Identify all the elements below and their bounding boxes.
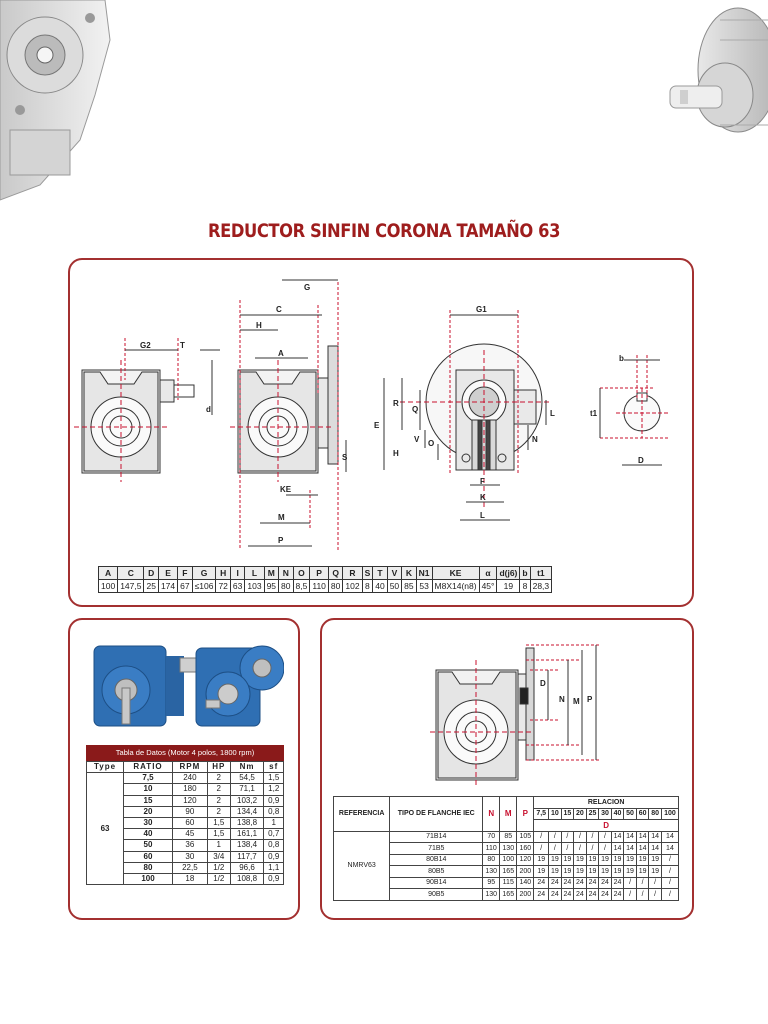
relation-header-cell: 80 bbox=[649, 808, 662, 820]
dim-header-cell: F bbox=[178, 567, 192, 580]
flange-cell: 130 bbox=[483, 889, 500, 901]
motor-header-cell: sf bbox=[264, 762, 284, 773]
dim-header-cell: O bbox=[293, 567, 310, 580]
flange-cell: 19 bbox=[534, 866, 549, 878]
flange-cell: / bbox=[586, 831, 599, 843]
flange-row bbox=[334, 831, 679, 843]
motor-header-cell: Type bbox=[87, 762, 124, 773]
flange-cell: / bbox=[561, 843, 574, 855]
motor-data-cell: 71,1 bbox=[230, 784, 264, 795]
flange-cell: 24 bbox=[534, 877, 549, 889]
motor-data-cell: 0,9 bbox=[264, 795, 284, 806]
dim-value-cell: 110 bbox=[310, 580, 329, 593]
flange-cell: 14 bbox=[611, 831, 624, 843]
relation-header-cell: 25 bbox=[586, 808, 599, 820]
header-relacion: RELACION bbox=[534, 797, 679, 809]
flange-cell: 24 bbox=[561, 877, 574, 889]
label-h-section: H bbox=[393, 449, 399, 458]
flange-cell: 165 bbox=[500, 889, 517, 901]
label-t: T bbox=[180, 341, 185, 350]
flange-cell: 71B14 bbox=[390, 831, 483, 843]
flange-cell: / bbox=[586, 843, 599, 855]
motor-data-cell: 18 bbox=[172, 873, 207, 884]
dim-header-cell: G bbox=[192, 567, 216, 580]
motor-data-cell: 0,9 bbox=[264, 851, 284, 862]
flange-cell: 70 bbox=[483, 831, 500, 843]
dim-value-cell: 8,5 bbox=[293, 580, 310, 593]
flange-cell: 19 bbox=[574, 854, 587, 866]
motor-data-cell: 60 bbox=[172, 817, 207, 828]
label-c: C bbox=[276, 305, 282, 314]
motor-data-cell: 117,7 bbox=[230, 851, 264, 862]
flange-cell: 130 bbox=[500, 843, 517, 855]
dim-value-cell: ≤106 bbox=[192, 580, 216, 593]
motor-data-cell: 100 bbox=[124, 873, 173, 884]
flange-cell: 200 bbox=[517, 866, 534, 878]
dim-header-cell: N1 bbox=[416, 567, 432, 580]
dim-value-cell: 8 bbox=[520, 580, 530, 593]
motor-data-cell: 22,5 bbox=[172, 862, 207, 873]
dim-value-cell: 67 bbox=[178, 580, 192, 593]
label-l-vertical: L bbox=[550, 409, 555, 418]
motor-data-cell: 1 bbox=[207, 840, 230, 851]
motor-data-cell: 36 bbox=[172, 840, 207, 851]
relation-header-cell: 40 bbox=[611, 808, 624, 820]
label-n: N bbox=[532, 435, 538, 444]
electric-motor-photo-right bbox=[660, 0, 768, 150]
flange-cell: 19 bbox=[534, 854, 549, 866]
dim-header-cell: KE bbox=[432, 567, 479, 580]
dim-value-cell: 53 bbox=[416, 580, 432, 593]
flange-cell: 85 bbox=[500, 831, 517, 843]
flange-cell: 80B14 bbox=[390, 854, 483, 866]
flange-cell: 24 bbox=[586, 889, 599, 901]
flange-cell: 80 bbox=[483, 854, 500, 866]
label-q: Q bbox=[412, 405, 419, 414]
flange-cell: 200 bbox=[517, 889, 534, 901]
flange-cell: / bbox=[661, 866, 678, 878]
flange-cell: 14 bbox=[624, 831, 637, 843]
motor-data-cell: 40 bbox=[124, 829, 173, 840]
flange-drawing bbox=[430, 640, 620, 790]
flange-cell: 19 bbox=[599, 854, 612, 866]
motor-data-cell: 90 bbox=[172, 806, 207, 817]
flange-cell: 19 bbox=[561, 854, 574, 866]
motor-data-cell: 30 bbox=[124, 817, 173, 828]
flange-table bbox=[333, 796, 679, 901]
relation-header-cell: 100 bbox=[661, 808, 678, 820]
dim-value-cell: 28,3 bbox=[530, 580, 552, 593]
flange-cell: 160 bbox=[517, 843, 534, 855]
motor-data-cell: 7,5 bbox=[124, 773, 173, 784]
flange-cell: 24 bbox=[611, 877, 624, 889]
dim-header-cell: T bbox=[373, 567, 387, 580]
relation-header-cell: 15 bbox=[561, 808, 574, 820]
motor-type-cell: 63 bbox=[87, 773, 124, 885]
motor-data-cell: 15 bbox=[124, 795, 173, 806]
flange-cell: 14 bbox=[624, 843, 637, 855]
header-tipo-flanche: TIPO DE FLANCHE IEC bbox=[390, 797, 483, 832]
motor-data-row bbox=[87, 773, 284, 784]
flange-cell: 110 bbox=[483, 843, 500, 855]
motor-data-cell: 2 bbox=[207, 773, 230, 784]
flange-label-p: P bbox=[587, 695, 593, 704]
motor-data-cell: 138,8 bbox=[230, 817, 264, 828]
dim-header-cell: C bbox=[118, 567, 144, 580]
label-o: O bbox=[428, 439, 435, 448]
dim-value-cell: 102 bbox=[343, 580, 362, 593]
flange-cell: 19 bbox=[574, 866, 587, 878]
flange-cell: 14 bbox=[649, 843, 662, 855]
flange-cell: / bbox=[561, 831, 574, 843]
label-m: M bbox=[278, 513, 285, 522]
referencia-cell: NMRV63 bbox=[334, 831, 390, 900]
flange-cell: / bbox=[549, 831, 562, 843]
motor-data-cell: 108,8 bbox=[230, 873, 264, 884]
label-d-bore: D bbox=[638, 456, 644, 465]
motor-data-cell: 10 bbox=[124, 784, 173, 795]
flange-cell: 120 bbox=[517, 854, 534, 866]
flange-cell: 165 bbox=[500, 866, 517, 878]
label-g2: G2 bbox=[140, 341, 151, 350]
header-d: D bbox=[534, 820, 679, 832]
dim-value-cell: 147,5 bbox=[118, 580, 144, 593]
dim-header-cell: A bbox=[99, 567, 118, 580]
label-b: b bbox=[619, 354, 624, 363]
motor-data-cell: 161,1 bbox=[230, 829, 264, 840]
flange-cell: 19 bbox=[636, 866, 649, 878]
flange-cell: / bbox=[661, 877, 678, 889]
header-referencia: REFERENCIA bbox=[334, 797, 390, 832]
header-n: N bbox=[483, 797, 500, 832]
dim-header-cell: M bbox=[264, 567, 278, 580]
motor-data-cell: 2 bbox=[207, 795, 230, 806]
flange-cell: 24 bbox=[561, 889, 574, 901]
technical-drawings bbox=[70, 260, 692, 565]
header-m: M bbox=[500, 797, 517, 832]
motor-data-table-wrap bbox=[86, 745, 284, 885]
flange-cell: / bbox=[649, 877, 662, 889]
motor-data-cell: 2 bbox=[207, 806, 230, 817]
dim-header-cell: I bbox=[230, 567, 244, 580]
motor-data-cell: 30 bbox=[172, 851, 207, 862]
label-v: V bbox=[414, 435, 420, 444]
dim-value-cell: 50 bbox=[387, 580, 401, 593]
dim-header-cell: S bbox=[362, 567, 373, 580]
dim-header-cell: H bbox=[216, 567, 230, 580]
flange-cell: / bbox=[534, 843, 549, 855]
motor-data-cell: 3/4 bbox=[207, 851, 230, 862]
label-e: E bbox=[374, 421, 380, 430]
flange-cell: 24 bbox=[599, 889, 612, 901]
dim-header-cell: Q bbox=[328, 567, 342, 580]
motor-data-cell: 240 bbox=[172, 773, 207, 784]
dim-header-cell: t1 bbox=[530, 567, 552, 580]
label-h-front: H bbox=[256, 321, 262, 330]
flange-cell: 105 bbox=[517, 831, 534, 843]
gear-reducer-photo-left bbox=[0, 0, 120, 205]
dim-value-cell: 19 bbox=[497, 580, 520, 593]
dim-header-cell: L bbox=[245, 567, 264, 580]
motor-data-cell: 1,5 bbox=[207, 829, 230, 840]
motor-data-cell: 20 bbox=[124, 806, 173, 817]
flange-cell: 130 bbox=[483, 866, 500, 878]
flange-cell: / bbox=[599, 831, 612, 843]
flange-cell: / bbox=[661, 889, 678, 901]
section-view-drawing bbox=[384, 310, 550, 520]
label-a: A bbox=[278, 349, 284, 358]
dim-value-cell: 174 bbox=[158, 580, 177, 593]
motor-data-cell: 0,7 bbox=[264, 829, 284, 840]
relation-header-cell: 30 bbox=[599, 808, 612, 820]
dim-value-cell: 40 bbox=[373, 580, 387, 593]
label-ke: KE bbox=[280, 485, 292, 494]
motor-data-cell: 60 bbox=[124, 851, 173, 862]
flange-cell: 14 bbox=[661, 843, 678, 855]
flange-cell: 24 bbox=[574, 889, 587, 901]
header-p: P bbox=[517, 797, 534, 832]
flange-cell: 14 bbox=[636, 831, 649, 843]
relation-header-cell: 60 bbox=[636, 808, 649, 820]
flange-cell: 19 bbox=[649, 866, 662, 878]
motor-data-cell: 1,1 bbox=[264, 862, 284, 873]
dim-header-cell: P bbox=[310, 567, 329, 580]
flange-cell: 19 bbox=[561, 866, 574, 878]
dim-value-cell: 100 bbox=[99, 580, 118, 593]
flange-label-d: D bbox=[540, 679, 546, 688]
flange-cell: 24 bbox=[611, 889, 624, 901]
flange-cell: / bbox=[599, 843, 612, 855]
flange-cell: / bbox=[574, 843, 587, 855]
flange-cell: 14 bbox=[661, 831, 678, 843]
label-l: L bbox=[480, 511, 485, 520]
flange-cell: / bbox=[636, 889, 649, 901]
flange-cell: 80B5 bbox=[390, 866, 483, 878]
page-title: REDUCTOR SINFIN CORONA TAMAÑO 63 bbox=[207, 220, 561, 242]
flange-cell: / bbox=[624, 877, 637, 889]
dim-header-cell: D bbox=[144, 567, 158, 580]
label-f: F bbox=[480, 477, 485, 486]
dim-value-cell: 85 bbox=[402, 580, 416, 593]
flange-cell: / bbox=[574, 831, 587, 843]
motor-data-cell: 2 bbox=[207, 784, 230, 795]
flange-cell: 24 bbox=[586, 877, 599, 889]
dim-header-cell: d(j6) bbox=[497, 567, 520, 580]
flange-cell: 19 bbox=[586, 854, 599, 866]
flange-cell: 115 bbox=[500, 877, 517, 889]
label-g1: G1 bbox=[476, 305, 487, 314]
flange-cell: 19 bbox=[611, 866, 624, 878]
dim-value-cell: M8X14(n8) bbox=[432, 580, 479, 593]
dim-header-cell: N bbox=[279, 567, 293, 580]
flange-cell: 19 bbox=[586, 866, 599, 878]
dimension-table bbox=[98, 566, 552, 593]
motor-header-cell: HP bbox=[207, 762, 230, 773]
motor-data-cell: 0,8 bbox=[264, 840, 284, 851]
motor-data-cell: 0,9 bbox=[264, 873, 284, 884]
motor-data-cell: 1/2 bbox=[207, 873, 230, 884]
flange-cell: / bbox=[534, 831, 549, 843]
flange-cell: 71B5 bbox=[390, 843, 483, 855]
motor-data-cell: 1,5 bbox=[264, 773, 284, 784]
label-s: S bbox=[342, 453, 348, 462]
label-p: P bbox=[278, 536, 284, 545]
label-g: G bbox=[304, 283, 311, 292]
motor-data-cell: 45 bbox=[172, 829, 207, 840]
relation-header-cell: 50 bbox=[624, 808, 637, 820]
flange-cell: 19 bbox=[624, 866, 637, 878]
motor-data-cell: 120 bbox=[172, 795, 207, 806]
dim-header-cell: R bbox=[343, 567, 362, 580]
flange-cell: 19 bbox=[636, 854, 649, 866]
label-d: d bbox=[206, 405, 211, 414]
flange-cell: 19 bbox=[649, 854, 662, 866]
flange-cell: 100 bbox=[500, 854, 517, 866]
flange-cell: 24 bbox=[599, 877, 612, 889]
dim-value-cell: 80 bbox=[328, 580, 342, 593]
flange-cell: 19 bbox=[549, 854, 562, 866]
motor-header-cell: Nm bbox=[230, 762, 264, 773]
motor-data-cell: 50 bbox=[124, 840, 173, 851]
dim-value-cell: 63 bbox=[230, 580, 244, 593]
dim-header-cell: α bbox=[479, 567, 497, 580]
dim-header-cell: E bbox=[158, 567, 177, 580]
dim-value-cell: 8 bbox=[362, 580, 373, 593]
flange-cell: 14 bbox=[649, 831, 662, 843]
flange-cell: / bbox=[661, 854, 678, 866]
dim-value-cell: 103 bbox=[245, 580, 264, 593]
flange-cell: 90B5 bbox=[390, 889, 483, 901]
shaft-section-drawing bbox=[600, 355, 670, 465]
front-view-drawing bbox=[230, 280, 346, 550]
flange-cell: 90B14 bbox=[390, 877, 483, 889]
motor-data-cell: 1/2 bbox=[207, 862, 230, 873]
flange-cell: 24 bbox=[574, 877, 587, 889]
dim-value-cell: 45° bbox=[479, 580, 497, 593]
motor-data-cell: 0,8 bbox=[264, 806, 284, 817]
flange-cell: / bbox=[624, 889, 637, 901]
product-photo bbox=[86, 632, 284, 740]
flange-cell: 24 bbox=[549, 889, 562, 901]
motor-data-cell: 1,2 bbox=[264, 784, 284, 795]
flange-cell: / bbox=[549, 843, 562, 855]
flange-cell: 19 bbox=[624, 854, 637, 866]
flange-cell: 14 bbox=[636, 843, 649, 855]
flange-cell: 19 bbox=[611, 854, 624, 866]
motor-data-caption: Tabla de Datos (Motor 4 polos, 1800 rpm) bbox=[86, 745, 284, 761]
dim-header-cell: K bbox=[402, 567, 416, 580]
motor-data-cell: 180 bbox=[172, 784, 207, 795]
label-t1: t1 bbox=[590, 409, 598, 418]
relation-header-cell: 7,5 bbox=[534, 808, 549, 820]
motor-data-cell: 1,5 bbox=[207, 817, 230, 828]
flange-cell: 24 bbox=[534, 889, 549, 901]
dim-value-cell: 25 bbox=[144, 580, 158, 593]
dim-value-cell: 95 bbox=[264, 580, 278, 593]
flange-cell: 14 bbox=[611, 843, 624, 855]
flange-cell: 140 bbox=[517, 877, 534, 889]
flange-cell: 95 bbox=[483, 877, 500, 889]
motor-data-cell: 54,5 bbox=[230, 773, 264, 784]
flange-label-m: M bbox=[573, 697, 580, 706]
motor-data-cell: 1 bbox=[264, 817, 284, 828]
motor-header-cell: RATIO bbox=[124, 762, 173, 773]
flange-cell: 24 bbox=[549, 877, 562, 889]
flange-cell: 19 bbox=[549, 866, 562, 878]
motor-header-cell: RPM bbox=[172, 762, 207, 773]
motor-data-cell: 103,2 bbox=[230, 795, 264, 806]
relation-header-cell: 20 bbox=[574, 808, 587, 820]
relation-header-cell: 10 bbox=[549, 808, 562, 820]
label-r: R bbox=[393, 399, 399, 408]
flange-cell: / bbox=[636, 877, 649, 889]
label-k: K bbox=[480, 493, 486, 502]
side-view-drawing bbox=[74, 338, 220, 482]
flange-cell: 19 bbox=[599, 866, 612, 878]
motor-data-table bbox=[86, 761, 284, 885]
flange-label-n: N bbox=[559, 695, 565, 704]
motor-data-cell: 96,6 bbox=[230, 862, 264, 873]
dim-value-cell: 72 bbox=[216, 580, 230, 593]
dim-header-cell: b bbox=[520, 567, 530, 580]
dim-value-cell: 80 bbox=[279, 580, 293, 593]
dim-header-cell: V bbox=[387, 567, 401, 580]
motor-data-cell: 80 bbox=[124, 862, 173, 873]
motor-data-cell: 138,4 bbox=[230, 840, 264, 851]
flange-cell: / bbox=[649, 889, 662, 901]
motor-data-cell: 134,4 bbox=[230, 806, 264, 817]
